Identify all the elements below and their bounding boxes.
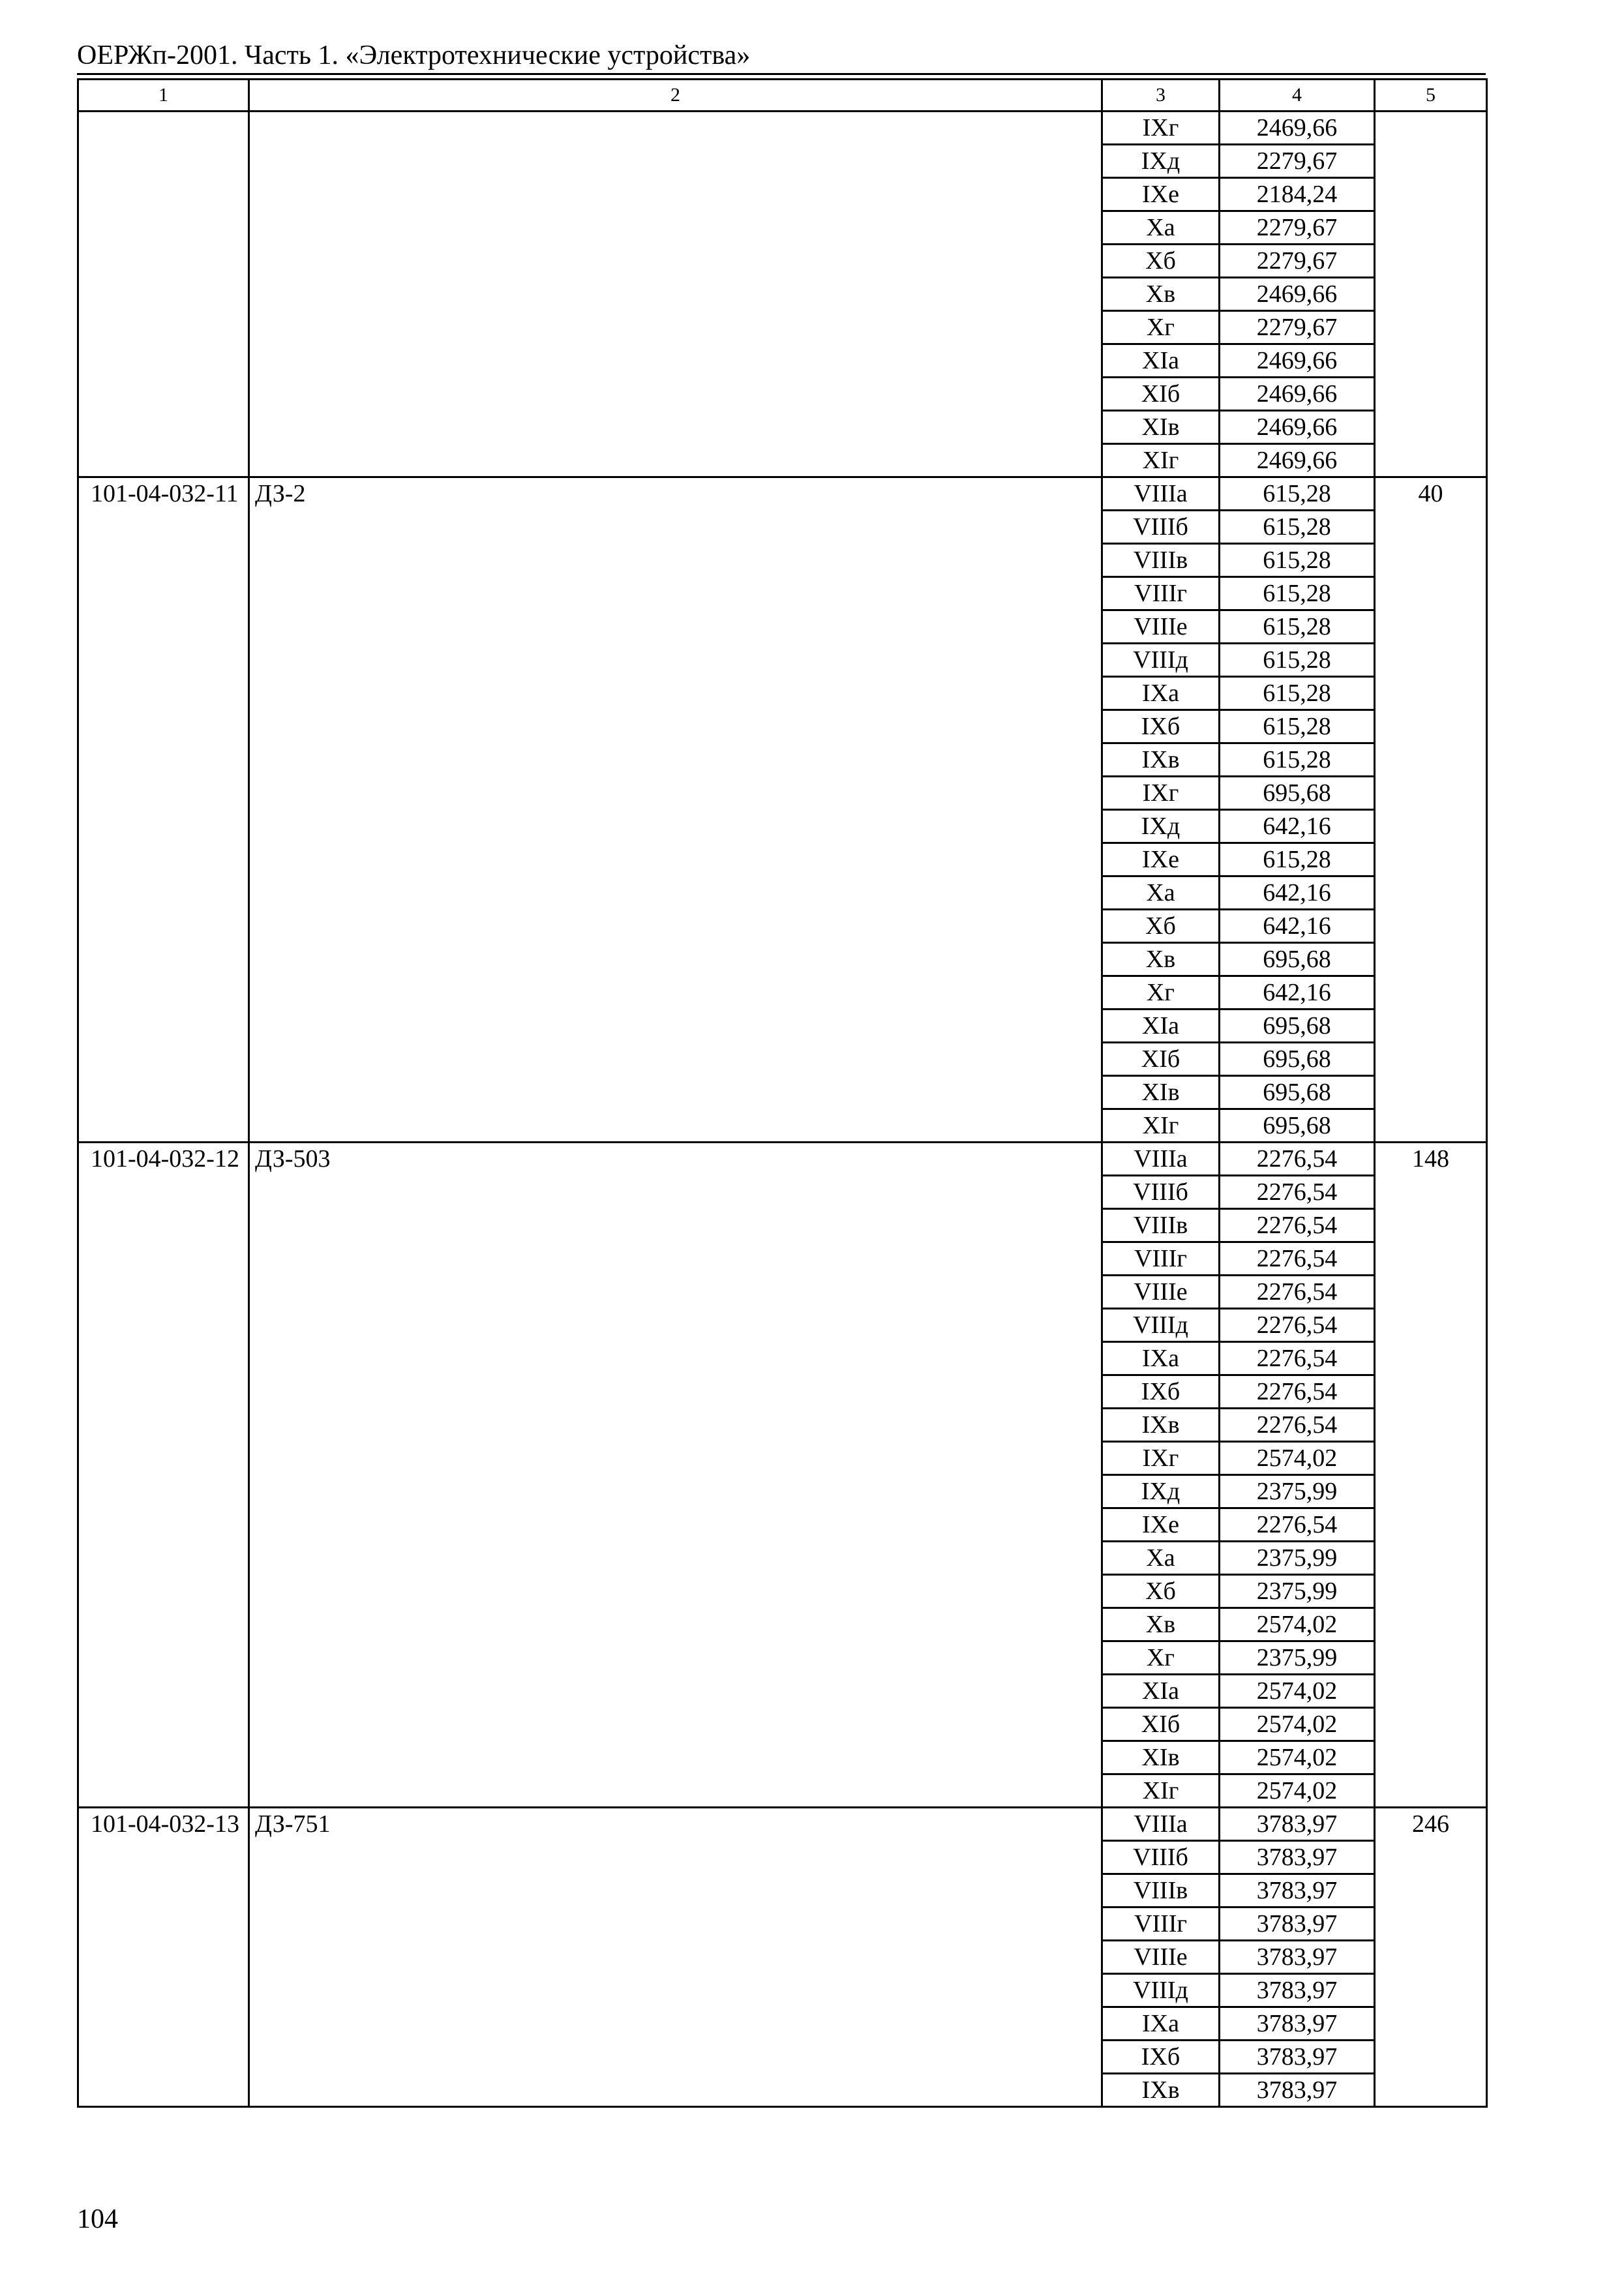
zone-code: IXг [1102, 112, 1220, 145]
price-value: 2469,66 [1220, 444, 1375, 477]
zone-code: VIIIа [1102, 1143, 1220, 1176]
table-column-numbers [78, 80, 1487, 112]
zone-code: Xб [1102, 1575, 1220, 1608]
zone-code: VIIIб [1102, 1841, 1220, 1874]
zone-code: VIIIд [1102, 644, 1220, 677]
zone-code: XIа [1102, 344, 1220, 378]
zone-code: VIIIг [1102, 1242, 1220, 1276]
zone-code: Xг [1102, 976, 1220, 1010]
price-value: 695,68 [1220, 1076, 1375, 1109]
price-value: 695,68 [1220, 1043, 1375, 1076]
price-value: 2574,02 [1220, 1675, 1375, 1708]
price-value: 2276,54 [1220, 1375, 1375, 1409]
zone-code: VIIIд [1102, 1309, 1220, 1342]
zone-code: IXб [1102, 710, 1220, 743]
zone-code: Xг [1102, 1641, 1220, 1675]
price-value: 2276,54 [1220, 1409, 1375, 1442]
column-number-1: 1 [78, 80, 249, 112]
price-value: 615,28 [1220, 477, 1375, 511]
zone-code: IXд [1102, 1475, 1220, 1508]
price-value: 2574,02 [1220, 1708, 1375, 1741]
zone-code: Xа [1102, 211, 1220, 245]
price-value: 2375,99 [1220, 1475, 1375, 1508]
zone-code: IXг [1102, 1442, 1220, 1475]
price-value: 615,28 [1220, 610, 1375, 644]
price-value: 695,68 [1220, 1010, 1375, 1043]
item-quantity: 40 [1375, 477, 1487, 1143]
zone-code: VIIIд [1102, 1974, 1220, 2007]
zone-code: Xг [1102, 311, 1220, 344]
zone-code: IXв [1102, 1409, 1220, 1442]
item-quantity [1375, 112, 1487, 477]
zone-code: VIIIг [1102, 577, 1220, 610]
column-number-2: 2 [249, 80, 1102, 112]
price-value: 2375,99 [1220, 1542, 1375, 1575]
column-number-5: 5 [1375, 80, 1487, 112]
price-value: 2469,66 [1220, 344, 1375, 378]
page-number: 104 [77, 2204, 118, 2234]
zone-code: VIIIб [1102, 511, 1220, 544]
zone-code: XIа [1102, 1010, 1220, 1043]
zone-code: XIа [1102, 1675, 1220, 1708]
zone-code: IXв [1102, 743, 1220, 777]
table-header-row [78, 80, 1487, 112]
price-value: 642,16 [1220, 876, 1375, 910]
zone-code: Xв [1102, 278, 1220, 311]
zone-code: XIг [1102, 444, 1220, 477]
price-value: 2276,54 [1220, 1342, 1375, 1375]
price-value: 2469,66 [1220, 378, 1375, 411]
price-value: 2276,54 [1220, 1209, 1375, 1242]
item-name: ДЗ-751 [249, 1808, 1102, 2107]
zone-code: VIIIв [1102, 1874, 1220, 1908]
table-row [78, 477, 1487, 511]
price-value: 3783,97 [1220, 1941, 1375, 1974]
price-value: 2279,67 [1220, 145, 1375, 178]
price-value: 615,28 [1220, 511, 1375, 544]
item-quantity: 148 [1375, 1143, 1487, 1808]
zone-code: IXе [1102, 178, 1220, 211]
table-row [78, 112, 1487, 145]
price-value: 2276,54 [1220, 1242, 1375, 1276]
zone-code: VIIIе [1102, 1276, 1220, 1309]
zone-code: IXе [1102, 1508, 1220, 1542]
price-value: 3783,97 [1220, 1808, 1375, 1841]
column-number-3: 3 [1102, 80, 1220, 112]
item-code: 101-04-032-11 [78, 477, 249, 1143]
zone-code: IXа [1102, 1342, 1220, 1375]
zone-code: IXб [1102, 1375, 1220, 1409]
zone-code: Xв [1102, 943, 1220, 976]
table-row [78, 1143, 1487, 1176]
zone-code: VIIIг [1102, 1908, 1220, 1941]
zone-code: IXе [1102, 843, 1220, 876]
price-value: 642,16 [1220, 976, 1375, 1010]
price-value: 2574,02 [1220, 1442, 1375, 1475]
price-value: 3783,97 [1220, 1908, 1375, 1941]
price-value: 615,28 [1220, 544, 1375, 577]
price-value: 2574,02 [1220, 1774, 1375, 1808]
price-value: 2279,67 [1220, 311, 1375, 344]
zone-code: XIб [1102, 378, 1220, 411]
item-name: ДЗ-2 [249, 477, 1102, 1143]
price-value: 695,68 [1220, 943, 1375, 976]
price-value: 2279,67 [1220, 245, 1375, 278]
zone-code: Xб [1102, 910, 1220, 943]
price-value: 2574,02 [1220, 1608, 1375, 1641]
price-value: 2279,67 [1220, 211, 1375, 245]
zone-code: XIв [1102, 1076, 1220, 1109]
price-value: 3783,97 [1220, 1874, 1375, 1908]
price-value: 615,28 [1220, 843, 1375, 876]
price-value: 615,28 [1220, 710, 1375, 743]
table-body [78, 112, 1487, 2107]
price-value: 2276,54 [1220, 1176, 1375, 1209]
price-value: 615,28 [1220, 743, 1375, 777]
price-value: 695,68 [1220, 1109, 1375, 1143]
price-value: 2469,66 [1220, 278, 1375, 311]
price-value: 2375,99 [1220, 1575, 1375, 1608]
header-rule [77, 73, 1486, 75]
zone-code: VIIIв [1102, 1209, 1220, 1242]
price-value: 2184,24 [1220, 178, 1375, 211]
zone-code: IXв [1102, 2074, 1220, 2107]
price-value: 2276,54 [1220, 1508, 1375, 1542]
page-header-title: ОЕРЖп-2001. Часть 1. «Электротехнические устройства» [77, 40, 751, 70]
price-value: 2469,66 [1220, 112, 1375, 145]
price-value: 642,16 [1220, 810, 1375, 843]
zone-code: VIIIб [1102, 1176, 1220, 1209]
price-table [77, 78, 1488, 2108]
zone-code: VIIIа [1102, 477, 1220, 511]
zone-code: IXа [1102, 677, 1220, 710]
item-quantity: 246 [1375, 1808, 1487, 2107]
item-code: 101-04-032-13 [78, 1808, 249, 2107]
price-value: 3783,97 [1220, 1841, 1375, 1874]
zone-code: XIв [1102, 1741, 1220, 1774]
price-value: 695,68 [1220, 777, 1375, 810]
price-value: 3783,97 [1220, 2074, 1375, 2107]
zone-code: XIб [1102, 1708, 1220, 1741]
zone-code: Xб [1102, 245, 1220, 278]
zone-code: IXг [1102, 777, 1220, 810]
zone-code: VIIIе [1102, 1941, 1220, 1974]
column-number-4: 4 [1220, 80, 1375, 112]
zone-code: IXа [1102, 2007, 1220, 2041]
zone-code: IXд [1102, 145, 1220, 178]
zone-code: XIб [1102, 1043, 1220, 1076]
price-value: 2375,99 [1220, 1641, 1375, 1675]
zone-code: VIIIе [1102, 610, 1220, 644]
zone-code: XIв [1102, 411, 1220, 444]
zone-code: Xа [1102, 876, 1220, 910]
zone-code: Xа [1102, 1542, 1220, 1575]
price-value: 3783,97 [1220, 1974, 1375, 2007]
zone-code: IXб [1102, 2041, 1220, 2074]
price-value: 615,28 [1220, 644, 1375, 677]
price-value: 2574,02 [1220, 1741, 1375, 1774]
zone-code: VIIIа [1102, 1808, 1220, 1841]
price-value: 2276,54 [1220, 1143, 1375, 1176]
table-row [78, 1808, 1487, 1841]
price-value: 642,16 [1220, 910, 1375, 943]
zone-code: XIг [1102, 1109, 1220, 1143]
price-value: 2276,54 [1220, 1276, 1375, 1309]
item-name: ДЗ-503 [249, 1143, 1102, 1808]
price-value: 615,28 [1220, 677, 1375, 710]
price-value: 615,28 [1220, 577, 1375, 610]
price-value: 3783,97 [1220, 2007, 1375, 2041]
item-code [78, 112, 249, 477]
item-code: 101-04-032-12 [78, 1143, 249, 1808]
zone-code: XIг [1102, 1774, 1220, 1808]
item-name [249, 112, 1102, 477]
price-value: 3783,97 [1220, 2041, 1375, 2074]
zone-code: VIIIв [1102, 544, 1220, 577]
zone-code: IXд [1102, 810, 1220, 843]
price-value: 2469,66 [1220, 411, 1375, 444]
zone-code: Xв [1102, 1608, 1220, 1641]
price-value: 2276,54 [1220, 1309, 1375, 1342]
